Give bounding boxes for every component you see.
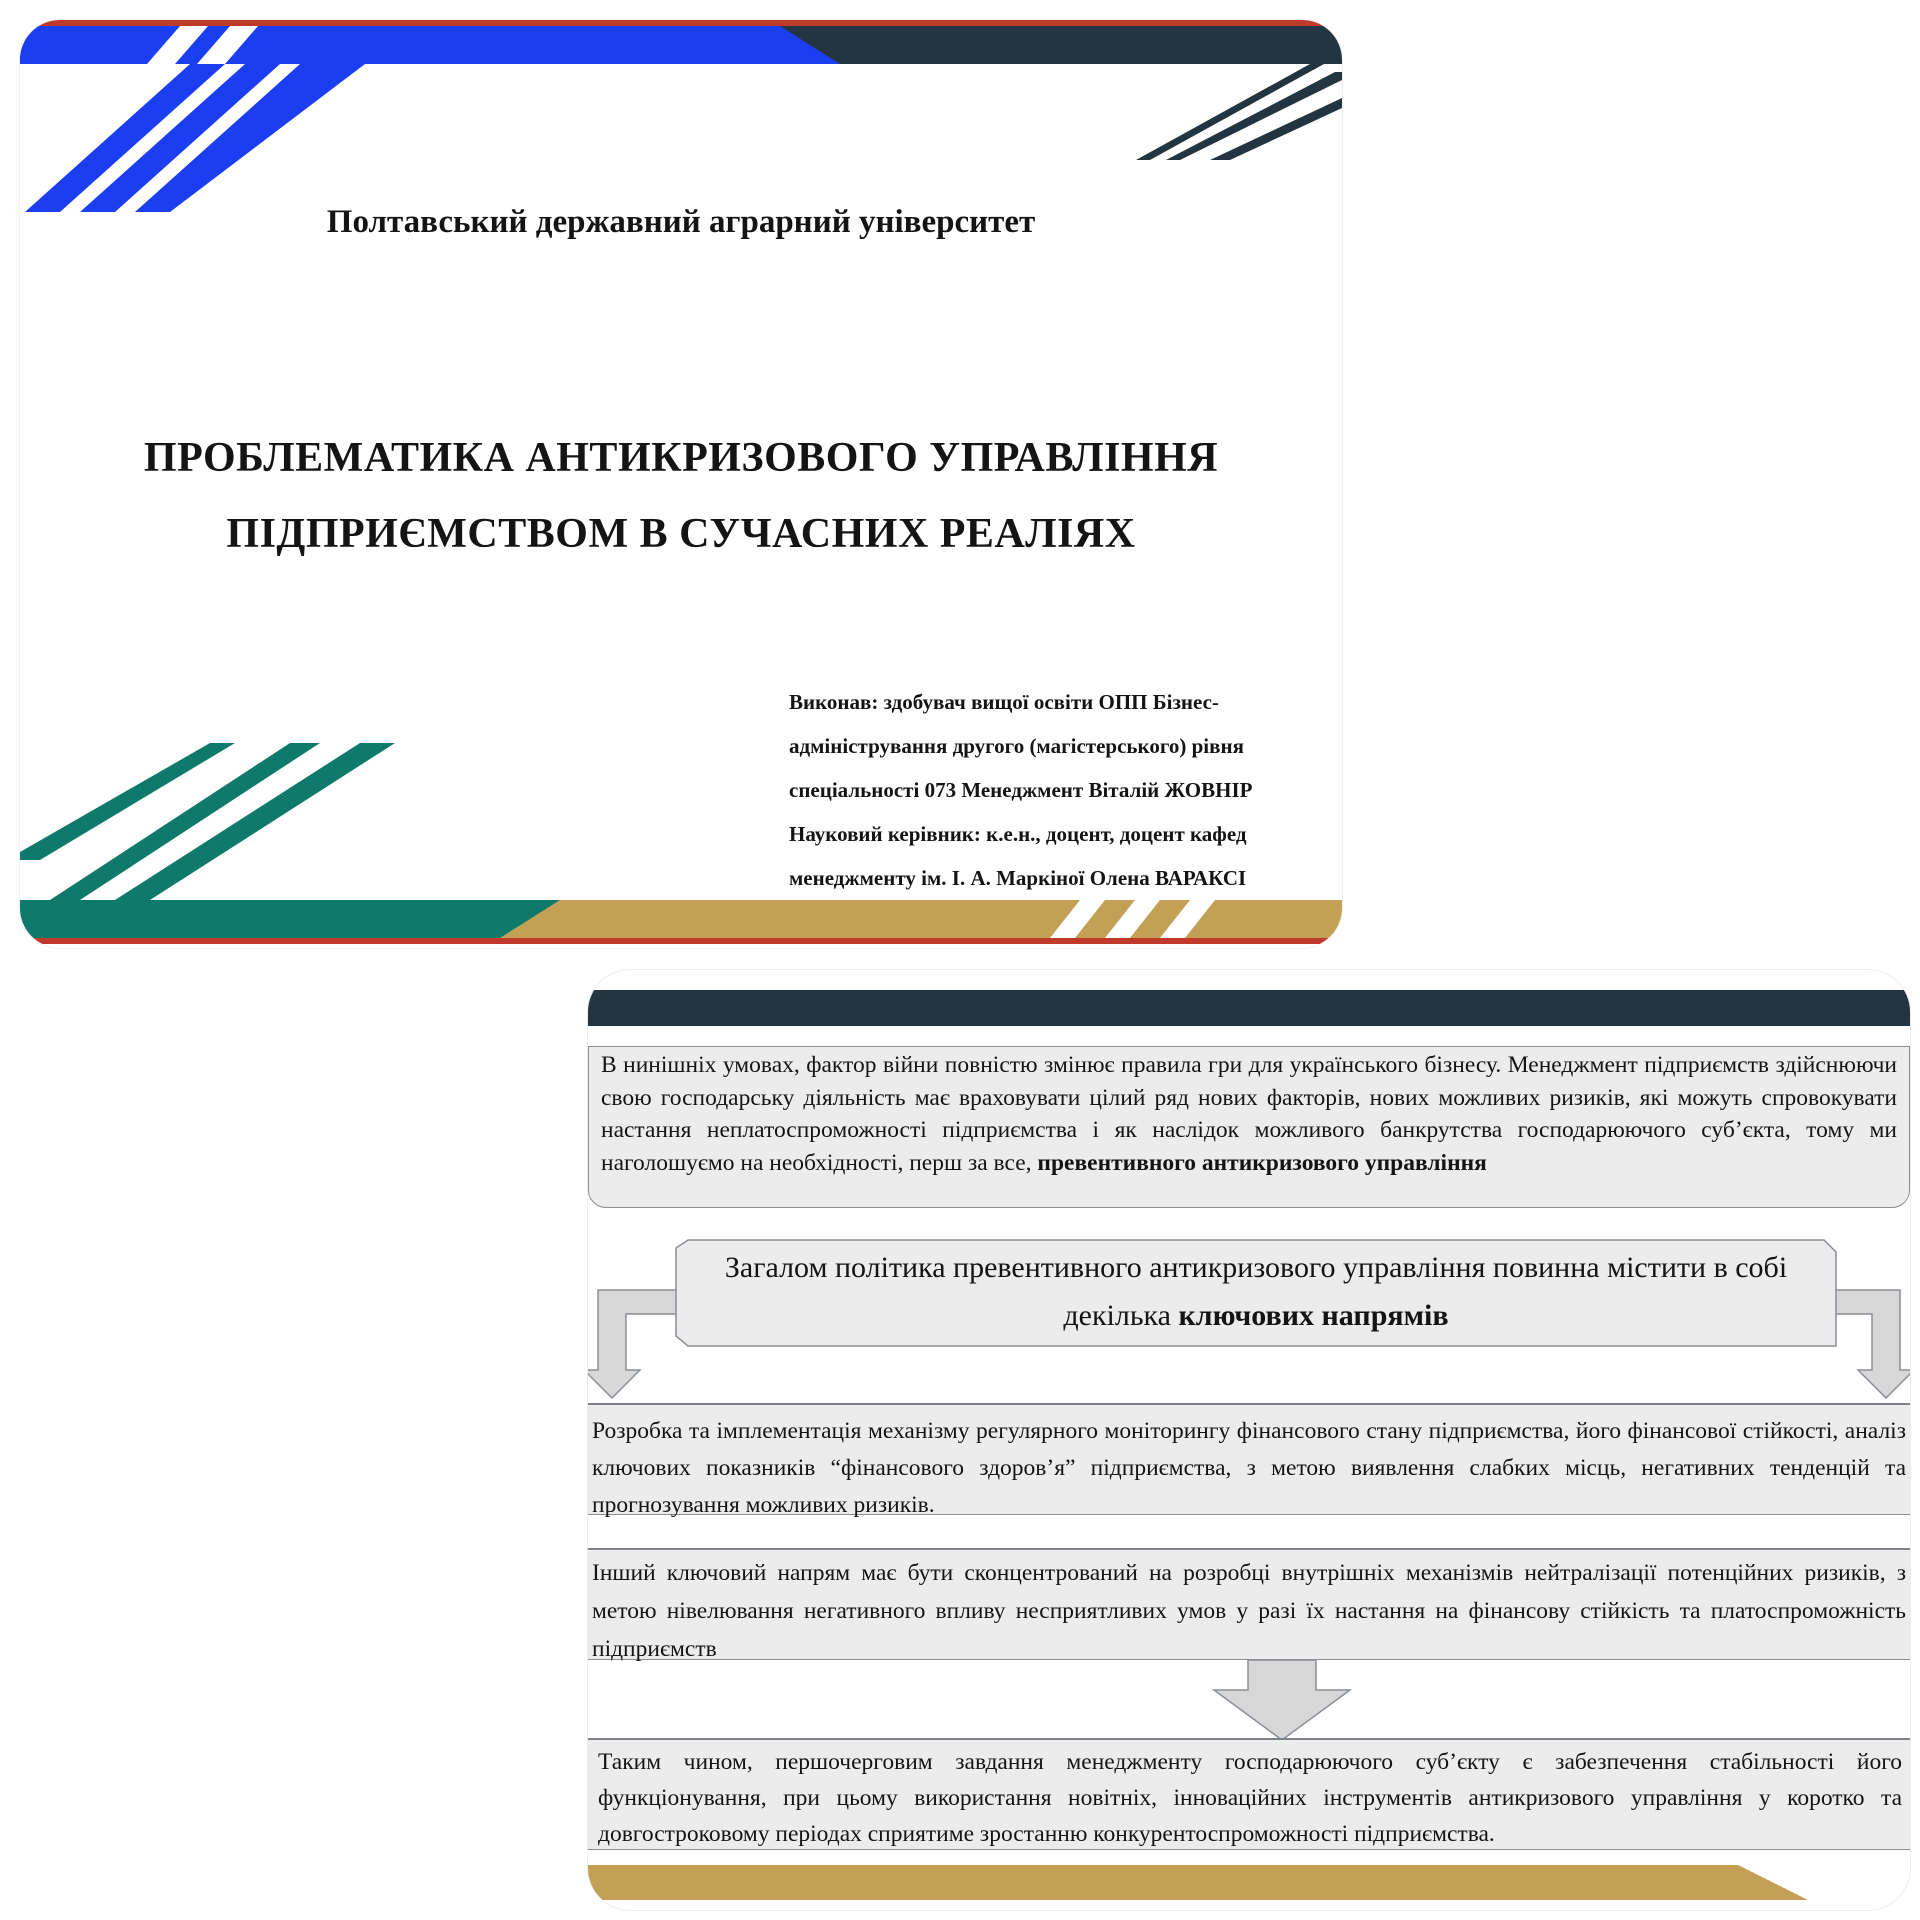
author-info-line: адміністрування другого (магістерського) рівня [789, 734, 1244, 758]
author-info-line: спеціальності 073 Менеджмент Віталій ЖОВНІР [789, 778, 1253, 802]
down-arrow [1214, 1660, 1350, 1740]
author-info [789, 680, 1342, 900]
dark-stripe [1136, 64, 1324, 160]
presentation-title [20, 420, 1342, 572]
intro-text-box [588, 1046, 1910, 1208]
author-info-line: менеджменту ім. І. А. Маркіної Олена ВАРАКСІ [789, 866, 1247, 890]
direction-1-box [588, 1403, 1910, 1518]
header-dark-band [588, 990, 1910, 1026]
title-line-2: ПІДПРИЄМСТВОМ В СУЧАСНИХ РЕАЛІЯХ [226, 511, 1136, 557]
title-line-1: ПРОБЛЕМАТИКА АНТИКРИЗОВОГО УПРАВЛІННЯ [143, 435, 1219, 481]
title-slide [20, 20, 1342, 948]
heading-bold-text: ключових напрямів [1178, 1299, 1449, 1332]
heading-text: Загалом політика превентивного антикризового управління повинна містити в собі декілька [724, 1251, 1788, 1332]
direction-1-text: Розробка та імплементація механізму регулярного моніторингу фінансового стану підприємства, його фінансової стійкості, аналіз ключових показників “фінансового здоров’я” підприємства, з метою виявлення слабких місць, негативних тенденцій та прогнозування можливих ризиків. [592, 1418, 1906, 1518]
key-directions-heading [676, 1240, 1836, 1346]
bottom-teal-band [20, 900, 560, 938]
university-name: Полтавський державний аграрний університет [326, 204, 1036, 240]
top-blue-band [20, 26, 840, 64]
direction-2-box [588, 1548, 1910, 1660]
content-slide [588, 970, 1910, 1910]
author-info-line: Виконав: здобувач вищої освіти ОПП Бізнес- [789, 690, 1219, 714]
intro-bold-text: превентивного антикризового управління [1037, 1149, 1487, 1176]
bottom-red-line [20, 938, 1342, 944]
conclusion-text: Таким чином, першочерговим завдання менеджменту господарюючого суб’єкту є забезпечення стабільності його функціонування, при цьому використання новітніх, інноваційних інструментів антикризового управління у коротко та довгостроковому періодах сприятиме зростанню конкурентоспроможності підприємства. [598, 1749, 1902, 1847]
author-info-line: Науковий керівник: к.е.н., доцент, доцент кафед [789, 822, 1247, 846]
footer-gold-band [588, 1865, 1808, 1900]
intro-paragraph [601, 1049, 1897, 1179]
conclusion-box [588, 1738, 1910, 1850]
intro-text: В нинішніх умовах, фактор війни повністю змінює правила гри для українського бізнесу. Менеджмент підприємств здійснюючи свою господарську діяльність має враховувати цілий ряд нових факторів, нових можливих ризиків, які можуть спровокувати настання неплатоспроможності підприємства і як наслідок можливого банкрутства господарюючого суб’єкта, тому ми наголошуємо на необхідності, перш за все, [601, 1052, 1897, 1176]
direction-2-text: Інший ключовий напрям має бути сконцентрований на розробці внутрішніх механізмів нейтралізації потенційних ризиків, з метою нівелювання негативного впливу несприятливих умов у разі їх настання на фінансову стійкість та платоспроможність підприємств [592, 1560, 1906, 1662]
top-red-line [20, 20, 1342, 26]
